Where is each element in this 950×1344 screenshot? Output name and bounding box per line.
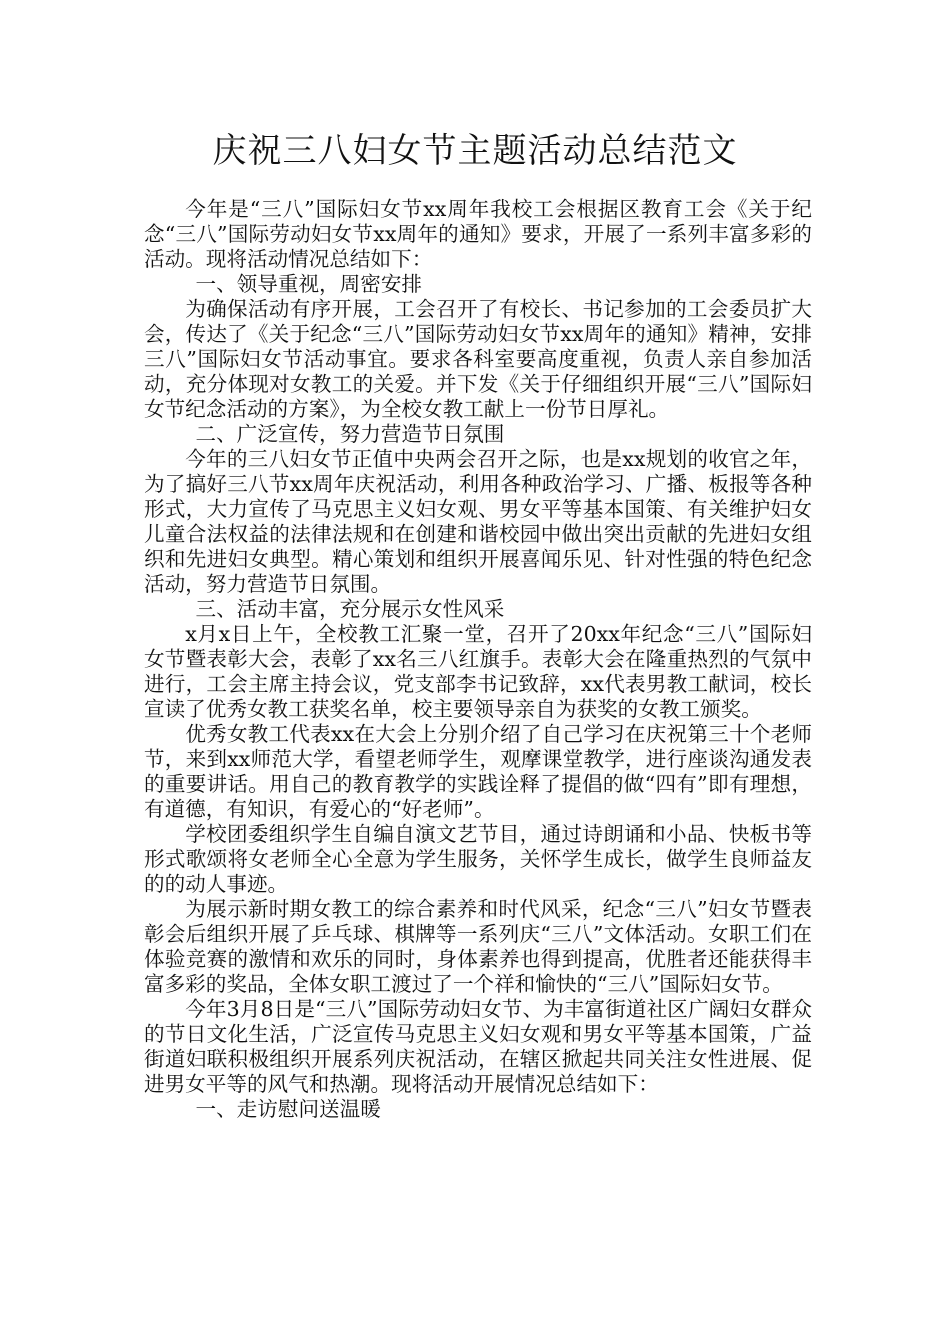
paragraph-youth-league: 学校团委组织学生自编自演文艺节目，通过诗朗诵和小品、快板书等形式歌颂将女老师全心全意为学生服务，关怀学生成长，做学生良师益友的的动人事迹。	[144, 822, 812, 896]
section-heading-3: 三、活动丰富，充分展示女性风采	[195, 597, 505, 621]
paragraph-conference: x月x日上午，全校教工汇聚一堂，召开了20xx年纪念“三八”国际妇女节暨表彰大会，表彰了xx名三八红旗手。表彰大会在隆重热烈的气氛中进行，工会主席主持会议，党支部李书记致辞，xx代表男教工献词，校长宣读了优秀女教工获奖名单，校主要领导亲自为获奖的女教工颁奖。	[144, 622, 812, 721]
section-heading-visit: 一、走访慰问送温暖	[195, 1097, 381, 1121]
paragraph-intro: 今年是“三八”国际妇女节xx周年我校工会根据区教育工会《关于纪念“三八”国际劳动妇女节xx周年的通知》要求，开展了一系列丰富多彩的活动。现将活动情况总结如下：	[144, 197, 812, 271]
paragraph-section-2: 今年的三八妇女节正值中央两会召开之际，也是xx规划的收官之年，为了搞好三八节xx周年庆祝活动，利用各种政治学习、广播、板报等各种形式，大力宣传了马克思主义妇女观、男女平等基本国策、有关维护妇女儿童合法权益的法律法规和在创建和谐校园中做出突出贡献的先进妇女组织和先进妇女典型。精心策划和组织开展喜闻乐见、针对性强的特色纪念活动，努力营造节日氛围。	[144, 447, 812, 596]
paragraph-representative: 优秀女教工代表xx在大会上分别介绍了自己学习在庆祝第三十个老师节，来到xx师范大学，看望老师学生，观摩课堂教学，进行座谈沟通发表的重要讲话。用自己的教育教学的实践诠释了提倡的做“四有”即有理想，有道德，有知识，有爱心的“好老师”。	[144, 722, 812, 821]
section-heading-2: 二、广泛宣传，努力营造节日氛围	[195, 422, 505, 446]
document-body	[144, 197, 812, 1122]
section-heading-1: 一、领导重视，周密安排	[195, 272, 423, 296]
paragraph-street-activities: 今年3月8日是“三八”国际劳动妇女节、为丰富街道社区广阔妇女群众的节日文化生活，广泛宣传马克思主义妇女观和男女平等基本国策，广益街道妇联积极组织开展系列庆祝活动，在辖区掀起共同关注女性进展、促进男女平等的风气和热潮。现将活动开展情况总结如下：	[144, 997, 812, 1096]
paragraph-sports: 为展示新时期女教工的综合素养和时代风采，纪念“三八”妇女节暨表彰会后组织开展了乒乓球、棋牌等一系列庆“三八”文体活动。女职工们在体验竞赛的激情和欢乐的同时，身体素养也得到提高，优胜者还能获得丰富多彩的奖品，全体女职工渡过了一个祥和愉快的“三八”国际妇女节。	[144, 897, 812, 996]
paragraph-section-1: 为确保活动有序开展，工会召开了有校长、书记参加的工会委员扩大会，传达了《关于纪念“三八”国际劳动妇女节xx周年的通知》精神，安排三八”国际妇女节活动事宜。要求各科室要高度重视，负责人亲自参加活动，充分体现对女教工的关爱。并下发《关于仔细组织开展“三八”国际妇女节纪念活动的方案》，为全校女教工献上一份节日厚礼。	[144, 297, 812, 421]
document-title: 庆祝三八妇女节主题活动总结范文	[212, 131, 738, 171]
